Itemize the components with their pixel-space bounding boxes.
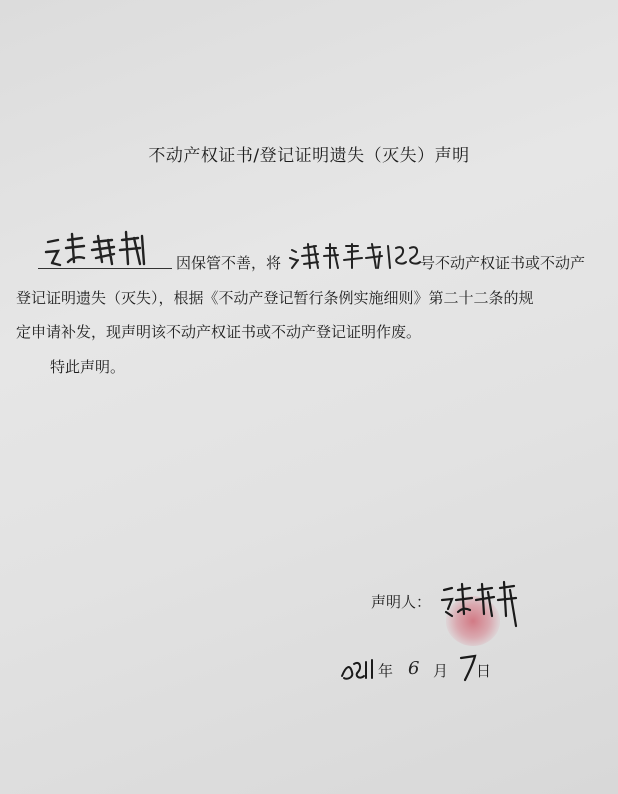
statement-line-4: 特此声明。 — [50, 358, 126, 376]
document-title: 不动产权证书/登记证明遗失（灭失）声明 — [148, 146, 470, 166]
month-label: 月 — [433, 662, 449, 680]
handwritten-year — [340, 656, 376, 682]
month-value: 6 — [408, 658, 420, 679]
day-label: 日 — [476, 662, 492, 680]
year-label: 年 — [378, 662, 394, 680]
handwritten-certificate-number — [288, 240, 428, 274]
name-underline — [38, 268, 172, 269]
statement-line-1a: 因保管不善，将 — [176, 254, 282, 272]
declarant-signature — [438, 580, 524, 632]
declarant-label: 声明人： — [371, 593, 432, 611]
handwritten-name-signature — [38, 228, 158, 272]
statement-line-1b: 号不动产权证书或不动产 — [420, 254, 586, 272]
statement-line-3: 定申请补发，现声明该不动产权证书或不动产登记证明作废。 — [16, 323, 422, 341]
statement-line-2: 登记证明遗失（灭失），根据《不动产登记暂行条例实施细则》第二十二条的规 — [16, 289, 534, 307]
